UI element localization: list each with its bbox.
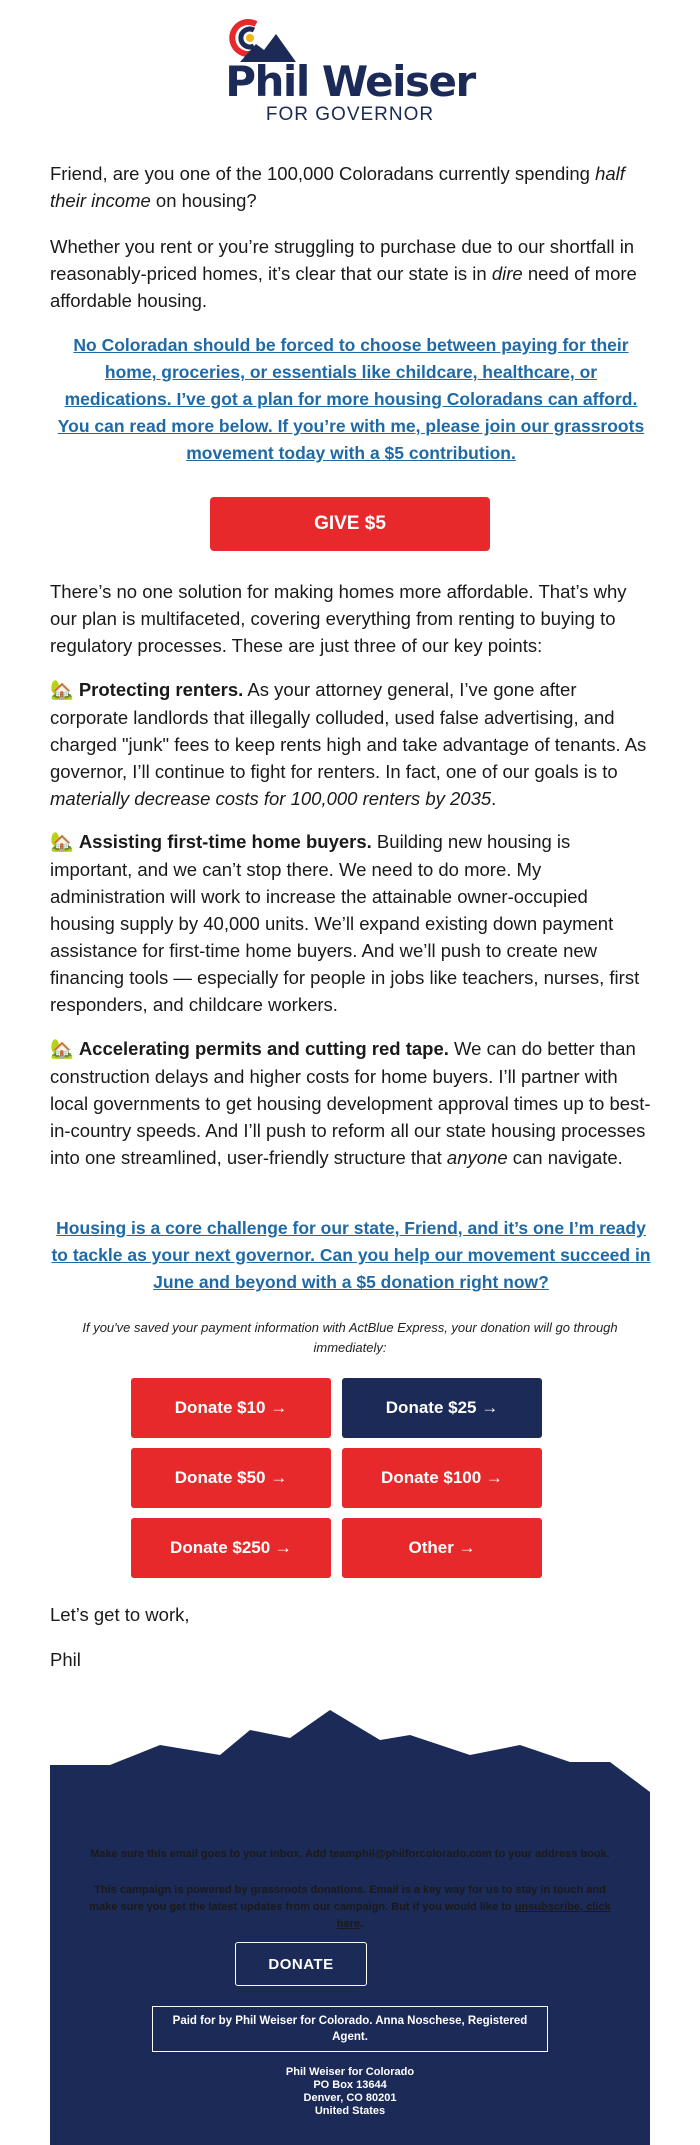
logo-subtitle: FOR GOVERNOR	[265, 104, 435, 125]
house-icon: 🏡	[50, 1039, 74, 1060]
actblue-express-note: If you've saved your payment information with ActBlue Express, your donation will go through immediately:	[82, 1320, 618, 1355]
mailing-address: Phil Weiser for Colorado PO Box 13644 Denver, CO 80201 United States	[285, 2066, 415, 2117]
paid-for-disclaimer: Paid for by Phil Weiser for Colorado. Anna Noschese, Registered Agent.	[152, 2006, 548, 2052]
unsubscribe-link[interactable]: unsubscribe, click here	[336, 1901, 611, 1930]
donate-other-button[interactable]: Other →	[342, 1518, 542, 1578]
point-first-time-buyers: 🏡 Assisting first-time home buyers. Building new housing is important, and we can’t stop there. We need to do more. My administration will work to increase the attainable owner-occupied housing supply by 40,000 units. We’ll expand existing down payment assistance for first-time home buyers. And we’ll push to create new financing tools — especially for people in jobs like teachers, nurses, first responders, and childcare workers.	[50, 831, 640, 1015]
house-icon: 🏡	[50, 680, 74, 701]
signoff-line: Let’s get to work,	[50, 1604, 190, 1625]
donate-50-button[interactable]: Donate $50 →	[131, 1448, 331, 1508]
intro-paragraph-2: Whether you rent or you’re struggling to purchase due to our shortfall in reasonably-priced homes, it’s clear that our state is in dire need of more affordable housing.	[50, 236, 637, 311]
donate-25-button[interactable]: Donate $25 →	[342, 1378, 542, 1438]
intro-paragraph-1: Friend, are you one of the 100,000 Coloradans currently spending half their income on housing?	[50, 163, 625, 211]
logo-name: Phil Weiser	[225, 57, 475, 106]
campaign-logo	[0, 14, 700, 124]
point-permits-red-tape: 🏡 Accelerating permits and cutting red tape. We can do better than construction delays and higher costs for home buyers. I’ll partner with local governments to get housing development approval times up to best-in-country speeds. And I’ll push to reform all our state housing processes into one streamlined, user-friendly structure that anyone can navigate.	[50, 1038, 651, 1168]
mountain-silhouette	[50, 1710, 650, 1810]
callout-link-1[interactable]: No Coloradan should be forced to choose between paying for their home, groceries, or essentials like childcare, healthcare, or medications. I’ve got a plan for more housing Coloradans can afford. You can read more below. If you’re with me, please join our grassroots movement today with a $5 contribution.	[57, 335, 645, 463]
house-icon: 🏡	[50, 832, 74, 853]
grassroots-note: This campaign is powered by grassroots donations. Email is a key way for us to stay in touch and make sure you get the latest updates from our campaign. But if you would like to unsubscribe, click here.	[89, 1884, 611, 1930]
donate-100-button[interactable]: Donate $100 →	[342, 1448, 542, 1508]
callout-link-2[interactable]: Housing is a core challenge for our state, Friend, and it’s one I’m ready to tackle as your next governor. Can you help our movement succeed in June and beyond with a $5 donation right now?	[51, 1218, 651, 1292]
donate-10-button[interactable]: Donate $10 →	[131, 1378, 331, 1438]
donate-250-button[interactable]: Donate $250 →	[131, 1518, 331, 1578]
colorado-logo-icon	[226, 18, 296, 62]
footer-donate-button[interactable]: DONATE	[235, 1942, 367, 1986]
signature-name: Phil	[50, 1649, 81, 1670]
give-5-button[interactable]: GIVE $5	[210, 497, 490, 551]
point-protecting-renters: 🏡 Protecting renters. As your attorney general, I’ve gone after corporate landlords that illegally colluded, used false advertising, and charged "junk" fees to keep rents high and take advantage of tenants. As governor, I’ll continue to fight for renters. In fact, one of our goals is to materially decrease costs for 100,000 renters by 2035.	[50, 679, 647, 809]
inbox-note: Make sure this email goes to your inbox. Add teamphil@philforcolorado.com to your address book.	[90, 1848, 610, 1860]
plan-intro: There’s no one solution for making homes more affordable. That’s why our plan is multifaceted, covering everything from renting to buying to regulatory processes. These are just three of our key points:	[50, 581, 627, 656]
